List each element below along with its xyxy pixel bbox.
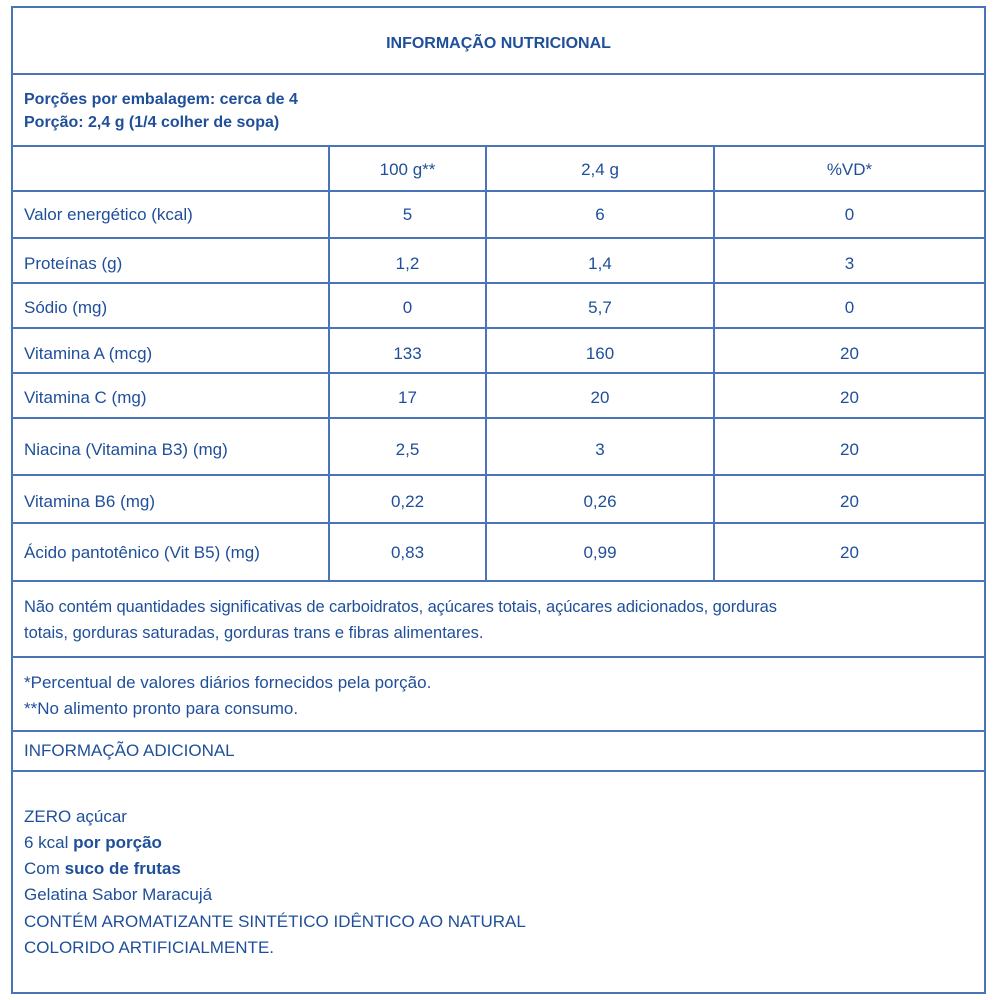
nutrient-name: Valor energético (kcal): [24, 205, 193, 224]
value-vd: 3: [844, 254, 855, 273]
nutrient-name: Proteínas (g): [24, 254, 123, 273]
value-portion: 3: [595, 440, 605, 459]
value-vd: 20: [840, 492, 859, 511]
column-header-vd: %VD*: [826, 160, 873, 179]
column-header-portion: 2,4 g: [581, 160, 619, 179]
divider: [13, 73, 984, 75]
value-vd: 20: [840, 344, 859, 363]
value-100g: 2,5: [395, 440, 420, 459]
value-100g: 1,2: [395, 254, 420, 273]
value-portion: 6: [595, 205, 605, 224]
additional-line: ZERO açúcar: [24, 807, 127, 826]
nutrition-label: [11, 6, 986, 994]
nutrient-name: Sódio (mg): [24, 298, 108, 317]
nutrient-name: Vitamina B6 (mg): [24, 492, 156, 511]
nutrient-name: Niacina (Vitamina B3) (mg): [24, 440, 228, 459]
divider: [13, 145, 984, 147]
value-100g: 0: [402, 298, 413, 317]
column-header-100g: 100 g**: [379, 160, 436, 179]
value-portion: 0,99: [583, 543, 617, 562]
value-portion: 0,26: [583, 492, 617, 511]
portion-size: Porção: 2,4 g (1/4 colher de sopa): [24, 114, 280, 131]
value-100g: 17: [398, 388, 417, 407]
value-portion: 1,4: [588, 254, 612, 273]
nutrient-name: Vitamina C (mg): [24, 388, 147, 407]
value-100g: 133: [393, 344, 422, 363]
not-significant-note: Não contém quantidades significativas de carboidratos, açúcares totais, açúcares adicionados, gorduras: [24, 598, 777, 616]
footnote-ready: **No alimento pronto para consumo.: [24, 699, 299, 718]
value-100g: 0,22: [390, 492, 425, 511]
additional-line: CONTÉM AROMATIZANTE SINTÉTICO IDÊNTICO AO NATURAL: [24, 912, 526, 931]
value-100g: 5: [402, 205, 413, 224]
portions-per-package: Porções por embalagem: cerca de 4: [24, 91, 298, 108]
value-vd: 20: [840, 440, 859, 459]
nutrient-name: Ácido pantotênico (Vit B5) (mg): [24, 543, 260, 562]
not-significant-note: totais, gorduras saturadas, gorduras trans e fibras alimentares.: [24, 624, 484, 642]
value-portion: 20: [590, 388, 610, 407]
value-vd: 0: [844, 298, 855, 317]
value-vd: 20: [840, 388, 859, 407]
additional-line: COLORIDO ARTIFICIALMENTE.: [24, 938, 275, 957]
additional-info-title: INFORMAÇÃO ADICIONAL: [24, 741, 235, 760]
additional-line: 6 kcal por porção: [24, 833, 162, 852]
footnote-vd: *Percentual de valores diários fornecidos pela porção.: [24, 673, 432, 692]
value-vd: 20: [840, 543, 859, 562]
value-vd: 0: [844, 205, 855, 224]
value-portion: 5,7: [588, 298, 612, 317]
additional-line: Com suco de frutas: [24, 859, 181, 878]
value-100g: 0,83: [390, 543, 425, 562]
value-portion: 160: [585, 344, 615, 363]
additional-line: Gelatina Sabor Maracujá: [24, 885, 213, 904]
nutrient-name: Vitamina A (mcg): [24, 344, 153, 363]
label-title: INFORMAÇÃO NUTRICIONAL: [386, 35, 611, 52]
